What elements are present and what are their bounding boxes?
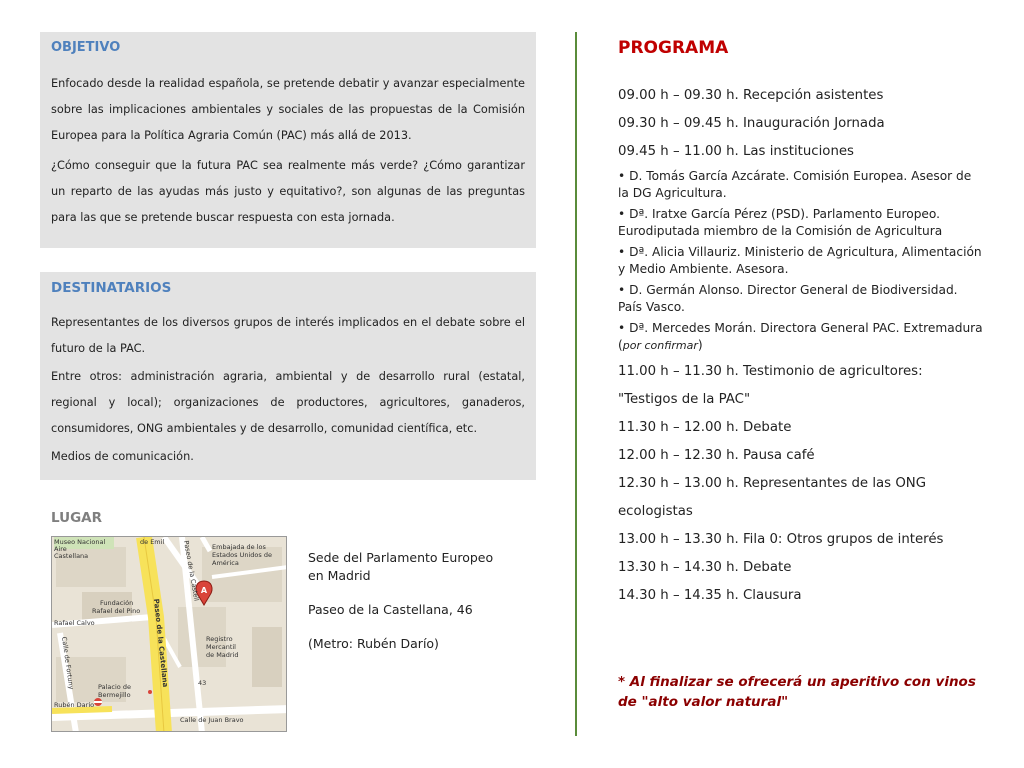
speaker-item: • Dª. Iratxe García Pérez (PSD). Parlamento Europeo. Eurodiputada miembro de la Comisión de Agricultura	[618, 207, 943, 238]
poi-icon	[148, 690, 152, 694]
schedule-item: 11.00 h – 11.30 h. Testimonio de agricultores: "Testigos de la PAC"	[618, 364, 923, 407]
objetivo-box	[40, 32, 536, 248]
lugar-title: LUGAR	[51, 510, 103, 526]
map-label-museo-1: Museo Nacional	[54, 538, 106, 546]
map-label-museo-2: Aire	[54, 545, 67, 553]
map-label-number: 43	[198, 679, 207, 687]
schedule-item: 13.00 h – 13.30 h. Fila 0: Otros grupos de interés	[618, 532, 944, 547]
speaker-list	[618, 168, 983, 354]
objetivo-title: OBJETIVO	[51, 40, 121, 55]
venue-info	[308, 549, 508, 653]
objetivo-paragraph-1: Enfocado desde la realidad española, se pretende debatir y avanzar especialmente sobre las implicaciones ambientales y sociales de las propuestas de la Comisión Europea para la Política Agraria Común (PAC) más allá de 2013.	[51, 77, 525, 142]
map-label-castellana-top: Paseo de la Castell	[182, 539, 201, 602]
venue-line-1: Sede del Parlamento Europeo	[308, 550, 494, 565]
destinatarios-paragraph-2: Entre otros: administración agraria, ambiental y de desarrollo rural (estatal, regional y local); organizaciones de productores, agricultores, ganaderos, consumidores, ONG ambientales y de desarrollo, comunidad científica, etc.	[51, 370, 525, 435]
programa-list	[618, 82, 983, 610]
map-label-emilio: de Emil	[140, 538, 165, 546]
objetivo-paragraph-2: ¿Cómo conseguir que la futura PAC sea realmente más verde? ¿Cómo garantizar un reparto de las ayudas más justo y equitativo?, son algunas de las preguntas para las que se pretende buscar respuesta con esta jornada.	[51, 159, 525, 224]
schedule-item: 12.30 h – 13.00 h. Representantes de las ONG ecologistas	[618, 476, 927, 519]
schedule-item: 13.30 h – 14.30 h. Debate	[618, 560, 792, 575]
map-label-embajada-3: América	[212, 559, 239, 567]
pending-open: (	[618, 338, 623, 352]
schedule-item: 14.30 h – 14.35 h. Clausura	[618, 588, 802, 603]
metro-icon	[94, 698, 102, 706]
venue-address: Paseo de la Castellana, 46	[308, 602, 473, 617]
map-label-fortuny: Calle de Fortuny	[60, 636, 76, 690]
destinatarios-paragraph-3: Medios de comunicación.	[51, 450, 194, 463]
map-label-embajada-1: Embajada de los	[212, 543, 266, 551]
schedule-item: 09.30 h – 09.45 h. Inauguración Jornada	[618, 116, 885, 131]
speaker-item: • Dª. Alicia Villauriz. Ministerio de Agricultura, Alimentación y Medio Ambiente. Asesora.	[618, 245, 982, 276]
destinatarios-paragraph-1: Representantes de los diversos grupos de interés implicados en el debate sobre el futuro de la PAC.	[51, 316, 525, 355]
schedule-item: 12.00 h – 12.30 h. Pausa café	[618, 448, 815, 463]
schedule-item: 09.00 h – 09.30 h. Recepción asistentes	[618, 88, 884, 103]
map-label-palacio-1: Palacio de	[98, 683, 131, 691]
map-label-fundacion: Fundación	[100, 599, 134, 607]
speaker-item-last	[618, 320, 983, 354]
map-label-ruben-dario: Rubén Darío	[54, 701, 95, 709]
pending-close: )	[697, 338, 703, 352]
map-label-juan-bravo: Calle de Juan Bravo	[180, 716, 244, 724]
destinatarios-box	[40, 272, 536, 480]
speaker-item: • D. Tomás García Azcárate. Comisión Europea. Asesor de la DG Agricultura.	[618, 169, 972, 200]
speaker-item: • D. Germán Alonso. Director General de Biodiversidad. País Vasco.	[618, 283, 958, 314]
map-label-registro-3: de Madrid	[206, 651, 239, 659]
speaker-text: • Dª. Mercedes Morán. Directora General PAC. Extremadura	[618, 321, 983, 335]
map-label-registro-2: Mercantil	[206, 643, 236, 651]
map-label-rafael-del-pino: Rafael del Pino	[92, 607, 141, 615]
map-label-embajada-2: Estados Unidos de	[212, 551, 272, 559]
venue-line-2: en Madrid	[308, 568, 371, 583]
destinatarios-title: DESTINATARIOS	[51, 280, 172, 296]
location-map[interactable]	[51, 536, 287, 732]
aperitivo-note: * Al finalizar se ofrecerá un aperitivo con vinos de "alto valor natural"	[618, 674, 976, 710]
map-label-museo-3: Castellana	[54, 552, 89, 560]
schedule-item: 09.45 h – 11.00 h. Las instituciones	[618, 144, 854, 159]
programa-title: PROGRAMA	[618, 38, 729, 58]
map-label-registro-1: Registro	[206, 635, 233, 643]
pending-note: por confirmar	[622, 339, 698, 352]
schedule-item: 11.30 h – 12.00 h. Debate	[618, 420, 792, 435]
venue-metro: (Metro: Rubén Darío)	[308, 636, 439, 651]
map-label-palacio-2: Bermejillo	[98, 691, 131, 699]
map-marker-label: A	[200, 586, 208, 595]
column-divider	[575, 32, 577, 736]
map-label-rafael-calvo: Rafael Calvo	[54, 619, 95, 627]
map-label-castellana: Paseo de la Castellana	[152, 598, 170, 688]
